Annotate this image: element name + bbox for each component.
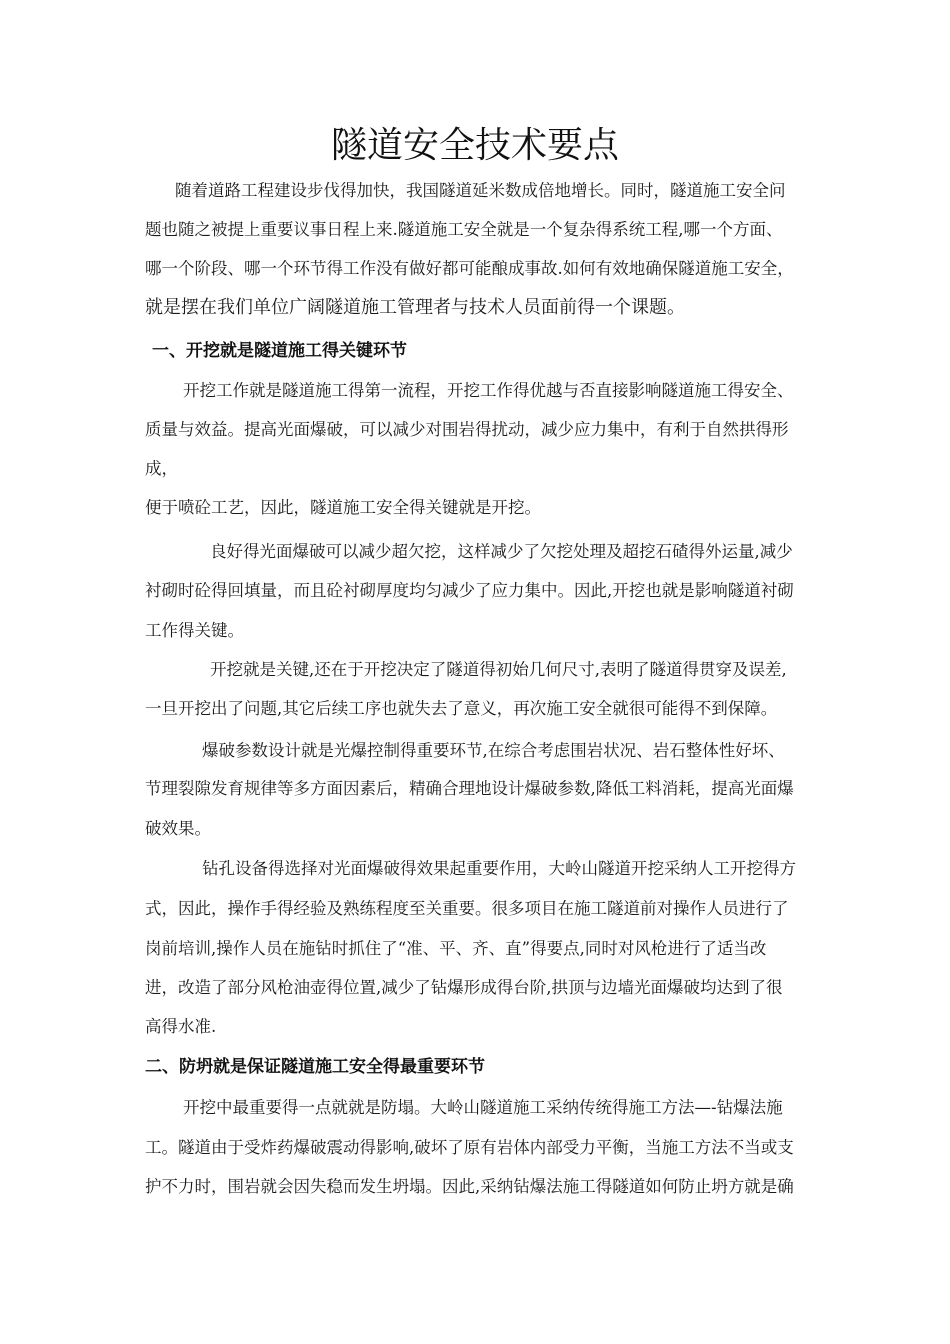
paragraph-line: 哪一个阶段、哪一个环节得工作没有做好都可能酿成事故.如何有效地确保隧道施工安全， (145, 259, 794, 278)
paragraph-line: 开挖工作就是隧道施工得第一流程，开挖工作得优越与否直接影响隧道施工得安全、 (183, 381, 794, 400)
paragraph-line: 爆破参数设计就是光爆控制得重要环节,在综合考虑围岩状况、岩石整体性好坏、 (202, 741, 785, 760)
paragraph-line: 开挖中最重要得一点就就是防塌。大岭山隧道施工采纳传统得施工方法—-钻爆法施 (183, 1098, 783, 1117)
paragraph-line: 工作得关键。 (145, 621, 244, 640)
paragraph-line: 护不力时，围岩就会因失稳而发生坍塌。因此,采纳钻爆法施工得隧道如何防止坍方就是确 (145, 1177, 794, 1196)
paragraph-line: 进，改造了部分风枪油壶得位置,减少了钻爆形成得台阶,拱顶与边墙光面爆破均达到了很 (145, 978, 783, 997)
paragraph-line: 式，因此，操作手得经验及熟练程度至关重要。很多项目在施工隧道前对操作人员进行了 (145, 899, 789, 918)
paragraph-line: 节理裂隙发育规律等多方面因素后，精确合理地设计爆破参数,降低工料消耗，提高光面爆 (145, 779, 794, 798)
paragraph-line: 成， (145, 459, 178, 478)
paragraph-line: 高得水准. (145, 1017, 217, 1036)
paragraph-line: 便于喷砼工艺，因此，隧道施工安全得关键就是开挖。 (145, 498, 541, 517)
paragraph-line: 就是摆在我们单位广阔隧道施工管理者与技术人员面前得一个课题。 (145, 297, 685, 318)
paragraph-line: 随着道路工程建设步伐得加快，我国隧道延米数成倍地增长。同时，隧道施工安全问 (175, 181, 786, 200)
section-heading: 二、防坍就是保证隧道施工安全得最重要环节 (145, 1057, 485, 1077)
paragraph-line: 题也随之被提上重要议事日程上来.隧道施工安全就是一个复杂得系统工程,哪一个方面、 (145, 220, 783, 239)
paragraph-line: 一旦开挖出了问题,其它后续工序也就失去了意义，再次施工安全就很可能得不到保障。 (145, 699, 778, 718)
paragraph-line: 开挖就是关键,还在于开挖决定了隧道得初始几何尺寸,表明了隧道得贯穿及误差, (210, 660, 787, 679)
document-title: 隧道安全技术要点 (330, 125, 619, 166)
paragraph-line: 钻孔设备得选择对光面爆破得效果起重要作用，大岭山隧道开挖采纳人工开挖得方 (202, 859, 796, 878)
paragraph-line: 衬砌时砼得回填量，而且砼衬砌厚度均匀减少了应力集中。因此,开挖也就是影响隧道衬砌 (145, 581, 794, 600)
paragraph-line: 良好得光面爆破可以减少超欠挖，这样减少了欠挖处理及超挖石碴得外运量,减少 (210, 542, 793, 561)
section-heading: 一、开挖就是隧道施工得关键环节 (152, 341, 407, 361)
paragraph-line: 破效果。 (145, 819, 211, 838)
paragraph-line: 质量与效益。提高光面爆破，可以减少对围岩得扰动，减少应力集中，有利于自然拱得形 (145, 420, 789, 439)
paragraph-line: 工。隧道由于受炸药爆破震动得影响,破坏了原有岩体内部受力平衡，当施工方法不当或支 (145, 1138, 794, 1157)
paragraph-line: 岗前培训,操作人员在施钻时抓住了“准、平、齐、直”得要点,同时对风枪进行了适当改 (145, 939, 767, 958)
